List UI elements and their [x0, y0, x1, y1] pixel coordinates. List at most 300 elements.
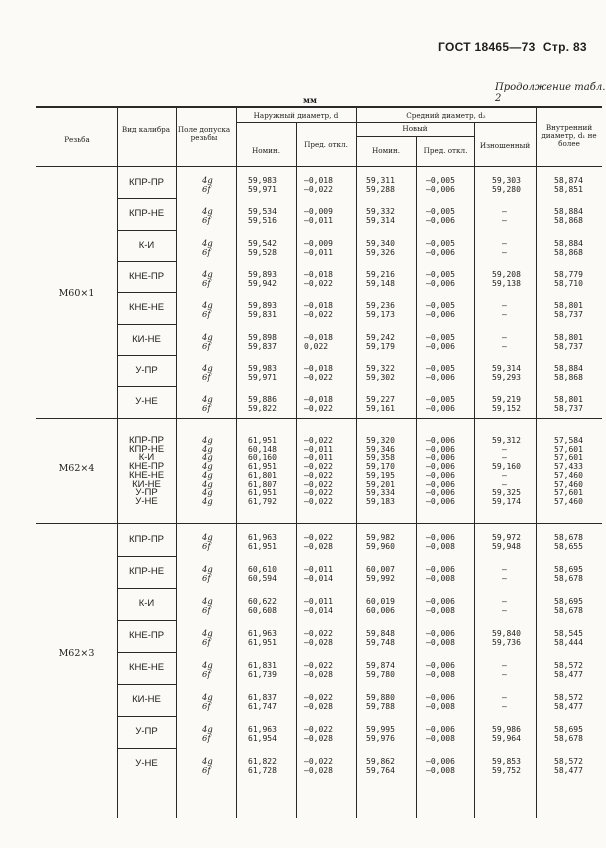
outer-nominal-value: 61,739	[248, 670, 277, 679]
worn-value: 59,948	[492, 542, 521, 551]
outer-deviation-value: —0,022	[304, 533, 333, 542]
inner-diameter-value: 58,884	[554, 238, 583, 248]
outer-deviation-value: —0,011	[304, 247, 333, 257]
middle-deviation-value: —0,006	[426, 278, 455, 288]
outer-deviation-value: —0,011	[304, 453, 333, 463]
worn-value: —	[502, 565, 507, 574]
tolerance-value: 4g	[202, 452, 213, 463]
middle-nominal-value: 59,183	[366, 496, 395, 506]
gauge-row-divider	[117, 620, 176, 621]
outer-deviation-value: —0,022	[304, 310, 333, 320]
outer-nominal-value: 61,747	[248, 702, 277, 711]
middle-nominal-value: 59,992	[366, 574, 395, 583]
outer-nominal-value: 61,837	[248, 693, 277, 702]
worn-value: 59,138	[492, 278, 521, 288]
middle-deviation-value: —0,008	[426, 606, 455, 615]
inner-diameter-value: 58,710	[554, 278, 583, 288]
worn-value: 59,752	[492, 766, 521, 775]
outer-deviation-value: —0,011	[304, 597, 333, 606]
outer-deviation-value: —0,022	[304, 629, 333, 638]
inner-diameter-value: 58,678	[554, 574, 583, 583]
outer-deviation-value: —0,018	[304, 332, 333, 342]
tolerance-value: 4g	[202, 362, 213, 373]
outer-deviation-value: —0,022	[304, 479, 333, 489]
middle-deviation-value: —0,005	[426, 207, 455, 217]
middle-nominal-value: 59,227	[366, 395, 395, 405]
worn-value: 59,312	[492, 436, 521, 445]
standard-number: ГОСТ 18465—73	[438, 40, 536, 54]
units-label: мм	[303, 95, 317, 105]
gauge-type: КНЕ-НЕ	[128, 469, 165, 481]
tolerance-value: 4g	[202, 268, 213, 279]
outer-deviation-value: —0,028	[304, 542, 333, 551]
inner-diameter-value: 58,868	[554, 372, 583, 382]
middle-deviation-value: —0,006	[426, 462, 455, 472]
middle-nominal-value: 59,216	[366, 269, 395, 279]
worn-value: —	[502, 216, 507, 226]
outer-nominal-value: 59,528	[248, 247, 277, 257]
tolerance-value: 4g	[202, 175, 213, 185]
outer-deviation-value: —0,022	[304, 757, 333, 766]
worn-value: —	[502, 341, 507, 351]
outer-nominal-value: 61,728	[248, 766, 277, 775]
outer-nominal-value: 61,792	[248, 496, 277, 506]
column-divider	[356, 106, 357, 818]
outer-nominal-value: 61,963	[248, 629, 277, 638]
middle-deviation-value: —0,006	[426, 216, 455, 226]
middle-nominal-value: 59,195	[366, 470, 395, 480]
tolerance-value: 4g	[202, 435, 213, 445]
inner-diameter-value: 58,884	[554, 363, 583, 373]
worn-value: 59,986	[492, 725, 521, 734]
outer-nominal-value: 60,608	[248, 606, 277, 615]
gauge-type: КПР-ПР	[128, 534, 165, 545]
worn-value: —	[502, 702, 507, 711]
tolerance-value: 6f	[202, 669, 211, 679]
middle-nominal-value: 59,332	[366, 207, 395, 217]
outer-deviation-value: —0,018	[304, 395, 333, 405]
column-divider	[474, 122, 475, 818]
tolerance-value: 6f	[202, 605, 211, 615]
tolerance-value: 4g	[202, 495, 213, 506]
middle-deviation-value: —0,006	[426, 488, 455, 498]
inner-diameter-value: 57,433	[554, 462, 583, 472]
gauge-row-divider	[117, 716, 176, 717]
worn-value: 59,219	[492, 395, 521, 405]
tolerance-value: 4g	[202, 478, 213, 489]
outer-nominal-value: 59,831	[248, 310, 277, 320]
outer-nominal-value: 59,534	[248, 207, 277, 217]
worn-value: 59,293	[492, 372, 521, 382]
outer-nominal-value: 59,542	[248, 238, 277, 248]
worn-value: 59,160	[492, 462, 521, 472]
outer-nominal-value: 61,951	[248, 542, 277, 551]
header-bottom-border	[36, 166, 602, 167]
tolerance-value: 6f	[202, 215, 211, 226]
worn-value: —	[502, 661, 507, 670]
outer-nominal-value: 59,837	[248, 341, 277, 351]
gauge-type: КИ-НЕ	[132, 478, 161, 490]
middle-nominal-value: 59,848	[366, 629, 395, 638]
tolerance-value: 6f	[202, 541, 211, 551]
thread-designation: М62×4	[58, 463, 95, 474]
gauge-type: КПР-НЕ	[128, 566, 165, 577]
header-group-divider	[236, 122, 536, 123]
outer-deviation-value: —0,028	[304, 766, 333, 775]
middle-deviation-value: —0,006	[426, 470, 455, 480]
outer-deviation-value: —0,022	[304, 372, 333, 382]
inner-diameter-value: 58,884	[554, 207, 583, 217]
middle-deviation-value: —0,006	[426, 310, 455, 320]
thread-designation: М62×3	[58, 648, 95, 659]
outer-deviation-value: —0,009	[304, 238, 333, 248]
tolerance-value: 4g	[202, 237, 213, 248]
middle-nominal-value: 59,302	[366, 372, 395, 382]
outer-nominal-value: 61,954	[248, 734, 277, 743]
outer-deviation-value: —0,028	[304, 734, 333, 743]
page-header	[438, 40, 587, 54]
column-divider	[176, 106, 177, 818]
outer-deviation-value: —0,022	[304, 462, 333, 472]
outer-deviation-value: —0,022	[304, 488, 333, 498]
inner-diameter-value: 58,737	[554, 341, 583, 351]
outer-deviation-value: —0,022	[304, 496, 333, 506]
middle-deviation-value: —0,008	[426, 766, 455, 775]
gauge-type: КПР-ПР	[128, 435, 165, 446]
col-header-middle-new: Новый	[402, 124, 428, 133]
worn-value: —	[502, 597, 507, 606]
gauge-type: КИ-НЕ	[132, 333, 161, 345]
inner-diameter-value: 58,678	[554, 606, 583, 615]
middle-nominal-value: 59,236	[366, 301, 395, 311]
inner-diameter-value: 58,695	[554, 597, 583, 606]
inner-diameter-value: 58,874	[554, 176, 583, 185]
outer-nominal-value: 59,822	[248, 404, 277, 414]
inner-diameter-value: 57,601	[554, 488, 583, 498]
gauge-row-divider	[117, 292, 176, 293]
inner-diameter-value: 58,851	[554, 185, 583, 194]
worn-value: 59,152	[492, 404, 521, 414]
outer-deviation-value: —0,028	[304, 670, 333, 679]
tolerance-value: 4g	[202, 628, 213, 638]
col-header-thread: Резьба	[64, 135, 90, 144]
inner-diameter-value: 58,477	[554, 670, 583, 679]
worn-value: —	[502, 470, 507, 480]
outer-deviation-value: —0,009	[304, 207, 333, 217]
gauge-type: К-И	[138, 452, 155, 464]
outer-nominal-value: 60,622	[248, 597, 277, 606]
middle-deviation-value: —0,008	[426, 542, 455, 551]
inner-diameter-value: 58,572	[554, 757, 583, 766]
tolerance-value: 6f	[202, 403, 211, 414]
inner-diameter-value: 58,444	[554, 638, 583, 647]
worn-value: —	[502, 574, 507, 583]
gauge-type: КНЕ-ПР	[128, 461, 165, 473]
outer-nominal-value: 59,942	[248, 278, 277, 288]
worn-value: 59,208	[492, 269, 521, 279]
gauge-type: КПР-ПР	[128, 177, 165, 188]
tolerance-value: 6f	[202, 765, 211, 775]
inner-diameter-value: 58,545	[554, 629, 583, 638]
inner-diameter-value: 58,737	[554, 310, 583, 320]
inner-diameter-value: 58,695	[554, 565, 583, 574]
col-header-outer-nominal: Номин.	[251, 146, 281, 155]
middle-deviation-value: —0,008	[426, 702, 455, 711]
tolerance-value: 4g	[202, 724, 213, 734]
middle-deviation-value: —0,006	[426, 565, 455, 574]
worn-value: 59,325	[492, 488, 521, 498]
table-top-border	[36, 106, 602, 108]
middle-deviation-value: —0,005	[426, 176, 455, 185]
middle-nominal-value: 59,170	[366, 462, 395, 472]
outer-deviation-value: —0,022	[304, 725, 333, 734]
inner-diameter-value: 58,678	[554, 734, 583, 743]
gauge-row-divider	[117, 748, 176, 749]
middle-deviation-value: —0,005	[426, 395, 455, 405]
outer-nominal-value: 59,893	[248, 301, 277, 311]
inner-diameter-value: 58,868	[554, 247, 583, 257]
col-header-middle-deviation: Пред. откл.	[423, 146, 468, 155]
gauge-type: У-ПР	[135, 726, 158, 737]
gauge-row-divider	[117, 652, 176, 653]
tolerance-value: 4g	[202, 660, 213, 670]
thread-designation: М60×1	[58, 288, 95, 300]
outer-nominal-value: 60,610	[248, 565, 277, 574]
middle-deviation-value: —0,006	[426, 757, 455, 766]
worn-value: —	[502, 670, 507, 679]
middle-deviation-value: —0,006	[426, 533, 455, 542]
tolerance-value: 4g	[202, 331, 213, 342]
outer-nominal-value: 61,951	[248, 488, 277, 498]
gauge-row-divider	[117, 324, 176, 325]
col-header-outer-deviation: Пред. откл.	[304, 140, 348, 149]
col-header-inner-diameter: Внутренний диаметр, d₁ не более	[541, 123, 597, 148]
middle-deviation-value: —0,006	[426, 185, 455, 194]
tolerance-value: 6f	[202, 701, 211, 711]
outer-deviation-value: —0,022	[304, 278, 333, 288]
middle-nominal-value: 59,201	[366, 479, 395, 489]
tolerance-value: 4g	[202, 300, 213, 311]
middle-nominal-value: 59,322	[366, 363, 395, 373]
worn-value: 59,314	[492, 363, 521, 373]
inner-diameter-value: 57,584	[554, 436, 583, 445]
middle-deviation-value: —0,006	[426, 436, 455, 445]
outer-nominal-value: 59,983	[248, 176, 277, 185]
middle-nominal-value: 59,311	[366, 176, 395, 185]
middle-nominal-value: 59,982	[366, 533, 395, 542]
gauge-type: КНЕ-ПР	[128, 270, 165, 282]
middle-nominal-value: 59,358	[366, 453, 395, 463]
worn-value: 59,964	[492, 734, 521, 743]
middle-nominal-value: 59,880	[366, 693, 395, 702]
gauge-type: У-НЕ	[135, 758, 158, 769]
header-new-divider	[356, 136, 474, 137]
middle-deviation-value: —0,006	[426, 372, 455, 382]
tolerance-value: 4g	[202, 443, 213, 454]
gauge-row-divider	[117, 588, 176, 589]
middle-nominal-value: 59,288	[366, 185, 395, 194]
middle-nominal-value: 59,764	[366, 766, 395, 775]
middle-deviation-value: —0,005	[426, 301, 455, 311]
inner-diameter-value: 58,572	[554, 661, 583, 670]
outer-nominal-value: 60,148	[248, 444, 277, 454]
worn-value: —	[502, 238, 507, 248]
middle-deviation-value: —0,006	[426, 629, 455, 638]
gauge-row-divider	[117, 198, 176, 199]
middle-nominal-value: 59,334	[366, 488, 395, 498]
worn-value: —	[502, 247, 507, 257]
col-header-middle-diameter: Средний диаметр, d₂	[406, 111, 486, 120]
tolerance-value: 4g	[202, 756, 213, 766]
worn-value: —	[502, 310, 507, 320]
outer-nominal-value: 61,807	[248, 479, 277, 489]
middle-deviation-value: —0,006	[426, 661, 455, 670]
gauge-type: У-НЕ	[135, 396, 158, 408]
col-header-tolerance: Поле допуска резьбы	[177, 125, 231, 142]
worn-value: —	[502, 693, 507, 702]
middle-nominal-value: 59,173	[366, 310, 395, 320]
middle-nominal-value: 59,179	[366, 341, 395, 351]
middle-nominal-value: 59,242	[366, 332, 395, 342]
inner-diameter-value: 58,572	[554, 693, 583, 702]
outer-deviation-value: —0,022	[304, 693, 333, 702]
outer-nominal-value: 59,971	[248, 372, 277, 382]
outer-nominal-value: 60,160	[248, 453, 277, 463]
outer-deviation-value: —0,014	[304, 606, 333, 615]
outer-nominal-value: 59,971	[248, 185, 277, 194]
gauge-type: КНЕ-НЕ	[128, 662, 165, 673]
inner-diameter-value: 57,460	[554, 470, 583, 480]
middle-nominal-value: 60,007	[366, 565, 395, 574]
outer-nominal-value: 61,951	[248, 436, 277, 445]
group-divider	[36, 523, 602, 524]
inner-diameter-value: 58,477	[554, 702, 583, 711]
tolerance-value: 4g	[202, 532, 213, 542]
outer-deviation-value: —0,022	[304, 185, 333, 194]
middle-nominal-value: 59,314	[366, 216, 395, 226]
outer-deviation-value: —0,022	[304, 661, 333, 670]
outer-deviation-value: —0,028	[304, 638, 333, 647]
gauge-type: К-И	[138, 598, 155, 609]
worn-value: —	[502, 479, 507, 489]
inner-diameter-value: 58,779	[554, 269, 583, 279]
group-divider	[36, 418, 602, 419]
inner-diameter-value: 58,737	[554, 404, 583, 414]
gauge-type: КНЕ-НЕ	[128, 302, 165, 314]
inner-diameter-value: 58,678	[554, 533, 583, 542]
inner-diameter-value: 57,460	[554, 479, 583, 489]
gauge-type: КПР-НЕ	[128, 443, 165, 455]
tolerance-value: 4g	[202, 461, 213, 472]
gauge-row-divider	[117, 556, 176, 557]
column-divider	[536, 106, 537, 818]
tolerance-value: 4g	[202, 692, 213, 702]
gauge-type: КНЕ-ПР	[128, 630, 165, 641]
tolerance-value: 4g	[202, 596, 213, 606]
worn-value: 59,972	[492, 533, 521, 542]
middle-deviation-value: —0,006	[426, 479, 455, 489]
outer-deviation-value: —0,018	[304, 269, 333, 279]
col-header-middle-worn: Изношенный	[479, 141, 531, 150]
middle-deviation-value: —0,006	[426, 693, 455, 702]
middle-deviation-value: —0,005	[426, 238, 455, 248]
outer-deviation-value: —0,014	[304, 574, 333, 583]
inner-diameter-value: 58,695	[554, 725, 583, 734]
middle-nominal-value: 60,006	[366, 606, 395, 615]
gauge-type: К-И	[138, 239, 155, 251]
tolerance-value: 6f	[202, 573, 211, 583]
tolerance-value: 6f	[202, 340, 211, 351]
middle-nominal-value: 59,161	[366, 404, 395, 414]
tolerance-value: 4g	[202, 487, 213, 498]
worn-value: 59,853	[492, 757, 521, 766]
tolerance-value: 6f	[202, 277, 211, 288]
column-divider	[416, 136, 417, 818]
gauge-type: КПР-НЕ	[128, 208, 165, 220]
inner-diameter-value: 58,477	[554, 766, 583, 775]
tolerance-value: 6f	[202, 309, 211, 320]
outer-nominal-value: 61,963	[248, 725, 277, 734]
middle-deviation-value: —0,006	[426, 444, 455, 454]
middle-deviation-value: —0,006	[426, 725, 455, 734]
tolerance-value: 4g	[202, 206, 213, 217]
tolerance-value: 4g	[202, 394, 213, 405]
middle-deviation-value: —0,005	[426, 269, 455, 279]
gauge-row-divider	[117, 386, 176, 387]
outer-nominal-value: 61,801	[248, 470, 277, 480]
middle-deviation-value: —0,005	[426, 363, 455, 373]
middle-deviation-value: —0,006	[426, 341, 455, 351]
outer-deviation-value: —0,028	[304, 702, 333, 711]
middle-deviation-value: —0,008	[426, 638, 455, 647]
middle-deviation-value: —0,008	[426, 734, 455, 743]
table-continuation-label: Продолжение табл. 2	[495, 82, 606, 104]
outer-deviation-value: —0,011	[304, 444, 333, 454]
middle-deviation-value: —0,006	[426, 597, 455, 606]
outer-nominal-value: 59,516	[248, 216, 277, 226]
outer-deviation-value: —0,011	[304, 565, 333, 574]
gauge-row-divider	[117, 355, 176, 356]
tolerance-value: 6f	[202, 184, 211, 194]
worn-value: —	[502, 301, 507, 311]
outer-deviation-value: 0,022	[304, 341, 329, 351]
worn-value: 59,840	[492, 629, 521, 638]
col-header-middle-nominal: Номин.	[371, 146, 401, 155]
middle-deviation-value: —0,005	[426, 332, 455, 342]
middle-nominal-value: 59,995	[366, 725, 395, 734]
inner-diameter-value: 58,868	[554, 216, 583, 226]
outer-deviation-value: —0,022	[304, 404, 333, 414]
tolerance-value: 6f	[202, 371, 211, 382]
outer-nominal-value: 59,886	[248, 395, 277, 405]
outer-nominal-value: 60,594	[248, 574, 277, 583]
column-divider	[117, 106, 118, 818]
outer-nominal-value: 61,822	[248, 757, 277, 766]
gauge-row-divider	[117, 230, 176, 231]
tolerance-value: 4g	[202, 564, 213, 574]
outer-deviation-value: —0,018	[304, 363, 333, 373]
middle-nominal-value: 59,862	[366, 757, 395, 766]
middle-nominal-value: 59,788	[366, 702, 395, 711]
middle-nominal-value: 59,976	[366, 734, 395, 743]
middle-nominal-value: 59,340	[366, 238, 395, 248]
tolerance-value: 4g	[202, 469, 213, 480]
outer-deviation-value: —0,011	[304, 216, 333, 226]
outer-deviation-value: —0,018	[304, 301, 333, 311]
middle-nominal-value: 59,780	[366, 670, 395, 679]
gauge-type: У-НЕ	[135, 495, 158, 507]
worn-value: 59,280	[492, 185, 521, 194]
